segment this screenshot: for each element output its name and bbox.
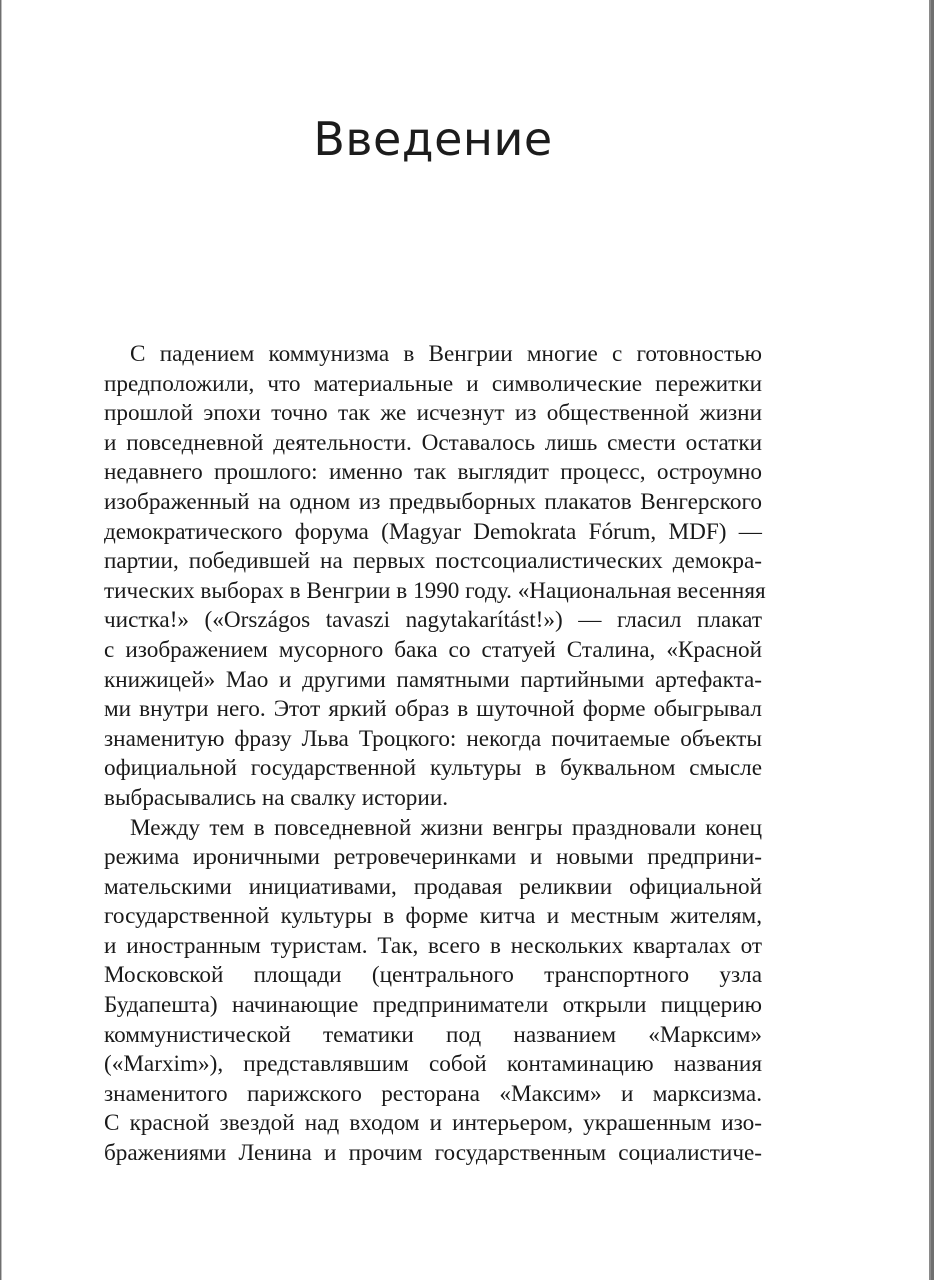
text-line: С падением коммунизма в Венгрии многие с готовностью bbox=[130, 341, 762, 367]
chapter-title: Введение bbox=[313, 112, 553, 166]
text-line: недавнего прошлого: именно так выглядит процесс, остроумно bbox=[104, 459, 762, 486]
text-line: бражениями Ленина и прочим государственным социалистиче- bbox=[104, 1140, 762, 1167]
paragraph-1 bbox=[104, 340, 766, 814]
text-line: коммунистической тематики под названием «Марксим» bbox=[104, 1021, 762, 1048]
text-line: тических выборах в Венгрии в 1990 году. «Национальная весенняя bbox=[104, 577, 766, 604]
text-line: книжицей» Мао и другими памятными партийными артефакта- bbox=[104, 666, 762, 693]
text-line: официальной государственной культуры в буквальном смысле bbox=[104, 755, 762, 782]
text-line: Московской площади (центрального транспортного узла bbox=[104, 962, 762, 989]
text-line: партии, победившей на первых постсоциалистических демокра- bbox=[104, 548, 762, 575]
paragraph-2 bbox=[104, 814, 762, 1169]
book-page bbox=[1, 0, 931, 1280]
text-line: С красной звездой над входом и интерьером, украшенным изо- bbox=[104, 1110, 762, 1137]
body-text bbox=[104, 340, 766, 1169]
text-line: знаменитую фразу Льва Троцкого: некогда почитаемые объекты bbox=[104, 725, 762, 752]
text-line: изображенный на одном из предвыборных плакатов Венгерского bbox=[104, 488, 762, 515]
text-line: и повседневной деятельности. Оставалось лишь смести остатки bbox=[104, 429, 762, 456]
text-line: предположили, что материальные и символические пережитки bbox=[104, 370, 762, 397]
text-line: знаменитого парижского ресторана «Максим» и марксизма. bbox=[104, 1080, 762, 1107]
text-line: и иностранным туристам. Так, всего в нескольких кварталах от bbox=[104, 932, 762, 959]
text-line: режима ироничными ретровечеринками и новыми предприни- bbox=[104, 844, 762, 871]
text-line: прошлой эпохи точно так же исчезнут из общественной жизни bbox=[104, 400, 762, 427]
text-line: мательскими инициативами, продавая реликвии официальной bbox=[104, 873, 762, 900]
text-line: с изображением мусорного бака со статуей Сталина, «Красной bbox=[104, 636, 762, 663]
text-line: Будапешта) начинающие предприниматели открыли пиццерию bbox=[104, 992, 762, 1019]
text-line: ми внутри него. Этот яркий образ в шуточной форме обыгрывал bbox=[104, 696, 762, 723]
text-line: чистка!» («Országos tavaszi nagytakarítást!») — гласил плакат bbox=[104, 607, 762, 634]
text-line: государственной культуры в форме китча и местным жителям, bbox=[104, 903, 762, 930]
text-line: выбрасывались на свалку истории. bbox=[104, 784, 449, 811]
text-line: Между тем в повседневной жизни венгры праздновали конец bbox=[130, 814, 762, 841]
text-line: демократического форума (Magyar Demokrata Fórum, MDF) — bbox=[104, 518, 762, 545]
text-line: («Marxim»), представлявшим собой контаминацию названия bbox=[104, 1051, 762, 1078]
